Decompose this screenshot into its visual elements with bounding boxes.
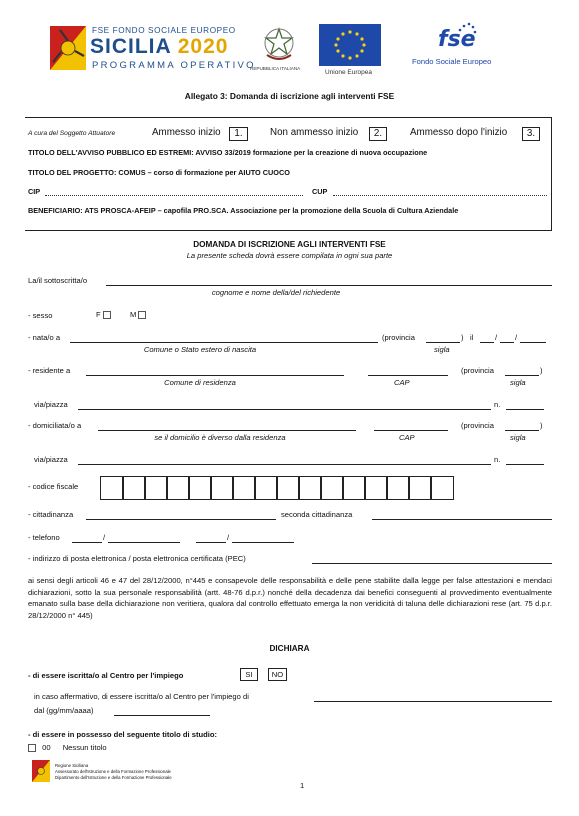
nato-giorno-input[interactable] (480, 342, 494, 343)
telefono-number-2-input[interactable] (232, 542, 294, 543)
domicilio-note-caption: se il domicilio è diverso dalla residenza (154, 433, 286, 442)
nato-comune-input[interactable] (70, 342, 378, 343)
trinacria-icon (50, 26, 86, 70)
sesso-m-checkbox[interactable] (138, 311, 146, 319)
residente-comune-input[interactable] (86, 375, 344, 376)
domiciliato-n-input[interactable] (506, 464, 544, 465)
residente-via-label: via/piazza (34, 400, 68, 409)
cup-field[interactable] (333, 195, 547, 196)
titolo-00-option[interactable] (28, 743, 107, 752)
page-number: 1 (300, 781, 305, 790)
emblem-icon (262, 25, 296, 63)
cf-cell[interactable] (166, 476, 190, 500)
cf-cell[interactable] (364, 476, 388, 500)
sottoscritto-input[interactable] (106, 285, 552, 286)
pec-input[interactable] (312, 563, 552, 564)
titolo-00-checkbox[interactable] (28, 744, 36, 752)
seconda-cittadinanza-label: seconda cittadinanza (281, 510, 353, 519)
cognome-nome-caption: cognome e nome della/del richiedente (211, 288, 341, 297)
cittadinanza-label: - cittadinanza (28, 510, 74, 519)
sesso-label: - sesso (28, 311, 53, 320)
centro-impiego-label: - di essere iscritta/o al Centro per l'impiego (28, 671, 184, 680)
nato-slash-1: / (495, 333, 498, 342)
cf-cell[interactable] (320, 476, 344, 500)
cf-cell[interactable] (210, 476, 234, 500)
si-checkbox[interactable]: SI (240, 668, 258, 681)
nato-mese-input[interactable] (500, 342, 514, 343)
cf-cell[interactable] (232, 476, 256, 500)
cittadinanza-input[interactable] (86, 519, 276, 520)
repubblica-label: REPUBBLICA ITALIANA (250, 66, 301, 71)
residente-n-input[interactable] (506, 409, 544, 410)
ammesso-dopo-checkbox[interactable]: 3. (522, 127, 540, 141)
domiciliato-comune-input[interactable] (98, 430, 356, 431)
residente-label: - residente a (28, 366, 71, 375)
domiciliato-n-label: n. (494, 455, 501, 464)
cf-cell[interactable] (298, 476, 322, 500)
sesso-f-label: F (96, 310, 101, 319)
domiciliato-cap-input[interactable] (374, 430, 448, 431)
declaration-text: ai sensi degli articoli 46 e 47 del 28/12/2000, n°445 e consapevole delle responsabilità e delle pene stabilite dalla legge per false attestazioni e mendaci dichiarazioni, sotto la sua personale responsabilità (artt. 48-76 d.p.r.) nonché della decadenza dai benefici conseguenti al provvedimento eventualmente emanato sulla base della dichiarazione non veritiera, qualora dal controllo effettuato emerga la non veridicità di taluna delle dichiarazioni rese (art. 75 d.p.r. 28/12/2000 n° 445) (28, 576, 552, 620)
nato-label: - nata/o a (28, 333, 61, 342)
ammesso-dopo-label: Ammesso dopo l'inizio (410, 127, 508, 138)
residente-provincia-close: ) (540, 366, 543, 375)
titolo-00-code: 00 (42, 743, 51, 752)
domiciliato-provincia-close: ) (540, 421, 543, 430)
telefono-label: - telefono (28, 533, 60, 542)
seconda-cittadinanza-input[interactable] (372, 519, 552, 520)
non-ammesso-label: Non ammesso inizio (270, 127, 359, 138)
comune-residenza-caption: Comune di residenza (164, 378, 236, 387)
cip-field[interactable] (45, 195, 303, 196)
allegato-title: Allegato 3: Domanda di iscrizione agli interventi FSE (184, 91, 395, 101)
eu-flag-icon (319, 24, 381, 66)
cip-label: CIP (28, 187, 41, 196)
sottoscritto-label: La/il sottoscritta/o (28, 276, 88, 285)
domiciliato-via-input[interactable] (78, 464, 491, 465)
cf-cell[interactable] (430, 476, 454, 500)
a-cura-label: A cura del Soggetto Attuatore (28, 130, 116, 137)
nato-provincia-close: ) (461, 333, 464, 342)
nato-provincia-input[interactable] (426, 342, 460, 343)
titolo-avviso: TITOLO DELL'AVVISO PUBBLICO ED ESTREMI: AVVISO 33/2019 formazione per la creazione di nuova occupazione (28, 148, 428, 157)
nessun-titolo-label: Nessun titolo (62, 743, 107, 752)
residente-n-label: n. (494, 400, 501, 409)
programma-operativo-label: PROGRAMMA OPERATIVO (92, 60, 256, 71)
domiciliato-provincia-input[interactable] (505, 430, 539, 431)
dipartimento-label: Dipartimento dell'Istruzione e della Formazione Professionale (55, 775, 172, 780)
fse-logo-text: fse (438, 27, 476, 52)
residente-provincia-open: (provincia (461, 366, 494, 375)
nato-provincia-open: (provincia (382, 333, 415, 342)
residente-via-input[interactable] (78, 409, 491, 410)
telefono-prefix-1-input[interactable] (72, 542, 102, 543)
domiciliato-provincia-open: (provincia (461, 421, 494, 430)
ammesso-inizio-checkbox[interactable]: 1. (229, 127, 248, 141)
sesso-f-checkbox[interactable] (103, 311, 111, 319)
nato-slash-2: / (515, 333, 518, 342)
cf-cell[interactable] (100, 476, 124, 500)
cf-cell[interactable] (408, 476, 432, 500)
year-label: 2020 (177, 35, 229, 58)
sicilia-label: SICILIA (90, 35, 171, 58)
domanda-subtitle: La presente scheda dovrà essere compilata in ogni sua parte (186, 251, 393, 260)
non-ammesso-checkbox[interactable]: 2. (369, 127, 387, 141)
residente-sigla-caption: sigla (510, 378, 526, 387)
pec-label: - indirizzo di posta elettronica / posta elettronica certificata (PEC) (28, 554, 246, 563)
beneficiario: BENEFICIARIO: ATS PROSCA-AFEIP – capofila PRO.SCA. Associazione per la promozione della Scuola di Cultura Aziendale (28, 206, 459, 215)
telefono-slash-2: / (227, 533, 230, 542)
telefono-prefix-2-input[interactable] (196, 542, 226, 543)
dichiara-title: DICHIARA (269, 644, 310, 653)
domiciliato-cap-caption: CAP (399, 433, 415, 442)
nato-il-label: il (470, 333, 474, 342)
titolo-progetto: TITOLO DEL PROGETTO: COMUS – corso di formazione per AIUTO CUOCO (28, 168, 290, 177)
nato-anno-input[interactable] (520, 342, 546, 343)
residente-cap-caption: CAP (394, 378, 410, 387)
domanda-title: DOMANDA DI ISCRIZIONE AGLI INTERVENTI FSE (193, 240, 386, 249)
regione-label: Regione Siciliana (55, 763, 89, 768)
dal-input[interactable] (114, 715, 210, 716)
residente-cap-input[interactable] (368, 375, 448, 376)
cf-cell[interactable] (188, 476, 212, 500)
residente-provincia-input[interactable] (505, 375, 539, 376)
cf-cell[interactable] (342, 476, 366, 500)
sesso-f-option[interactable] (96, 310, 111, 319)
cf-cell[interactable] (276, 476, 300, 500)
cf-cell[interactable] (254, 476, 278, 500)
cf-cell[interactable] (122, 476, 146, 500)
assessorato-label: Assessorato dell'Istruzione e della Formazione Professionale (55, 769, 171, 774)
ammesso-inizio-label: Ammesso inizio (152, 127, 221, 138)
domiciliato-via-label: via/piazza (34, 455, 68, 464)
cup-label: CUP (312, 187, 328, 196)
titolo-studio-label: - di essere in possesso del seguente titolo di studio: (28, 730, 218, 739)
nato-sigla-caption: sigla (434, 345, 450, 354)
codice-fiscale-label: - codice fiscale (28, 482, 79, 491)
fse-fondo-label: FSE FONDO SOCIALE EUROPEO (92, 26, 236, 35)
sesso-m-option[interactable] (130, 310, 146, 319)
domiciliato-label: - domiciliata/o a (28, 421, 82, 430)
telefono-number-1-input[interactable] (108, 542, 180, 543)
dal-label: dal (gg/mm/aaaa) (34, 706, 94, 715)
telefono-slash-1: / (103, 533, 106, 542)
fondo-sociale-label: Fondo Sociale Europeo (412, 57, 492, 66)
no-checkbox[interactable]: NO (268, 668, 287, 681)
sicilia-2020-label (90, 35, 228, 59)
unione-label: Unione Europea (325, 69, 372, 76)
cf-cell[interactable] (386, 476, 410, 500)
cf-cell[interactable] (144, 476, 168, 500)
regione-trinacria-icon (32, 760, 50, 782)
comune-nascita-caption: Comune o Stato estero di nascita (143, 345, 257, 354)
sesso-m-label: M (130, 310, 137, 319)
domiciliato-sigla-caption: sigla (510, 433, 526, 442)
centro-impiego-input[interactable] (314, 701, 552, 702)
caso-affermativo-label: in caso affermativo, di essere iscritta/o al Centro per l'impiego di (34, 692, 249, 701)
